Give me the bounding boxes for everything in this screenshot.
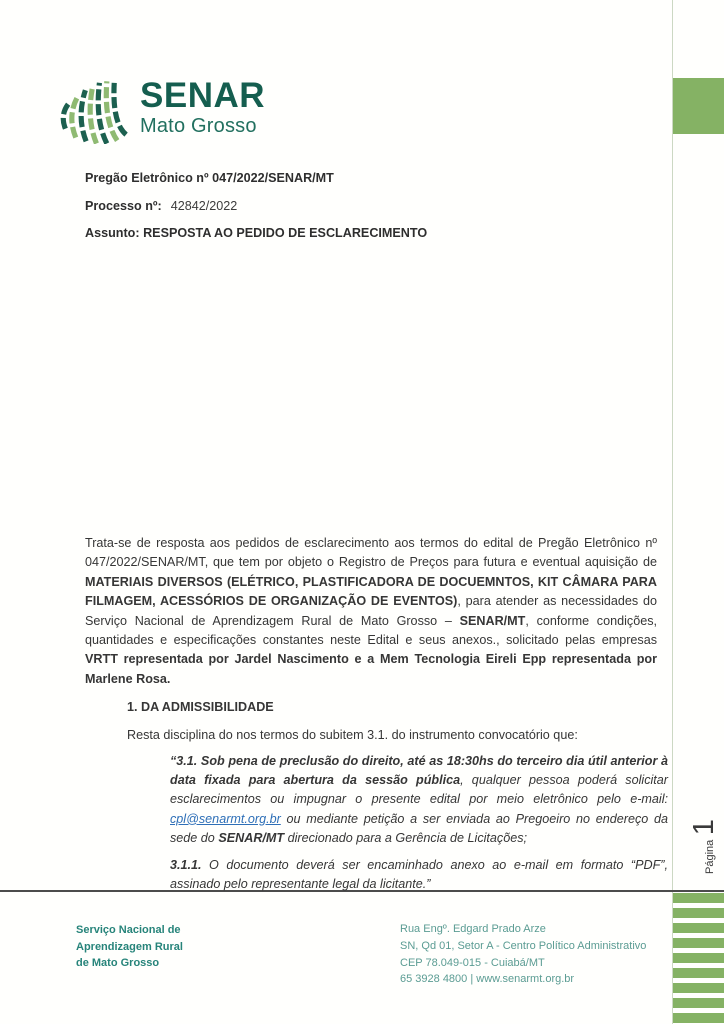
footer-address-line: Rua Engº. Edgard Prado Arze — [400, 923, 546, 935]
intro-paragraph: Trata-se de resposta aos pedidos de esclarecimento aos termos do edital de Pregão Eletrônico nº 047/2022/SENAR/MT, que tem por objeto o Registro de Preços para futura e eventual aquisição de MATERIAIS DIVERSOS (ELÉTRICO, PLASTIFICADORA DE DOCUEMNTOS, KIT CÂMARA PARA FILMAGEM, ACESSÓRIOS DE ORGANIZAÇÃO DE EVENTOS), para atender as necessidades do Serviço Nacional de Aprendizagem Rural de Mato Grosso – SENAR/MT, conforme condições, quantidades e especificações constantes neste Edital e seus anexos., solicitado pelas empresas VRTT representada por Jardel Nascimento e a Mem Tecnologia Eireli Epp representada por Marlene Rosa. — [85, 536, 657, 686]
green-stripe-pattern — [673, 893, 724, 1024]
process-row — [85, 199, 663, 213]
senar-grass-icon — [58, 72, 132, 144]
footer-address — [400, 921, 646, 988]
process-number: 42842/2022 — [170, 198, 238, 213]
senar-logo — [58, 72, 265, 144]
document-body — [85, 534, 668, 894]
footer-address-line: 65 3928 4800 | www.senarmt.org.br — [400, 973, 575, 986]
lead-in-paragraph: Resta disciplina do nos termos do subitem 3.1. do instrumento convocatório que: — [127, 727, 578, 742]
subject-line: Assunto: RESPOSTA AO PEDIDO DE ESCLARECIMENTO — [85, 226, 428, 240]
footer-address-line: SN, Qd 01, Setor A - Centro Político Administrativo — [400, 939, 647, 952]
green-accent-square — [673, 78, 724, 134]
footer-address-line: CEP 78.049-015 - Cuiabá/MT — [400, 956, 545, 969]
email-link[interactable]: cpl@senarmt.org.br — [170, 811, 281, 826]
page-number-marker — [690, 819, 719, 874]
document-header — [85, 171, 663, 254]
section-heading: 1. DA ADMISSIBILIDADE — [127, 700, 274, 715]
logo-brand-text: SENAR — [140, 76, 266, 115]
footer-org-line: Serviço Nacional de — [76, 924, 181, 936]
page-label: Página — [704, 839, 716, 874]
right-margin-rule — [672, 0, 673, 1024]
logo-wordmark — [140, 72, 265, 138]
footer-org-line: Aprendizagem Rural — [76, 940, 183, 953]
document-title: Pregão Eletrônico nº 047/2022/SENAR/MT — [85, 171, 334, 185]
page-number: 1 — [688, 819, 720, 836]
footer-organization — [76, 922, 183, 972]
footer-org-line: de Mato Grosso — [76, 957, 160, 969]
logo-region-text: Mato Grosso — [140, 114, 257, 137]
process-label: Processo nº: — [85, 198, 162, 213]
quote-item-3-1-1: 3.1.1. O documento deverá ser encaminhado anexo ao e-mail em formato “PDF”, assinado pelo representante legal da licitante.” — [170, 858, 668, 892]
edital-quote-block — [170, 752, 668, 894]
quote-item-3-1: “3.1. Sob pena de preclusão do direito, até as 18:30hs do terceiro dia útil anterior à data fixada para abertura da sessão pública, qualquer pessoa poderá solicitar esclarecimentos ou impugnar o presente edital por meio eletrônico pelo e-mail: cpl@senarmt.org.br ou mediante petição a ser enviada ao Pregoeiro no endereço da sede do SENAR/MT direcionado para a Gerência de Licitações; — [170, 754, 668, 845]
